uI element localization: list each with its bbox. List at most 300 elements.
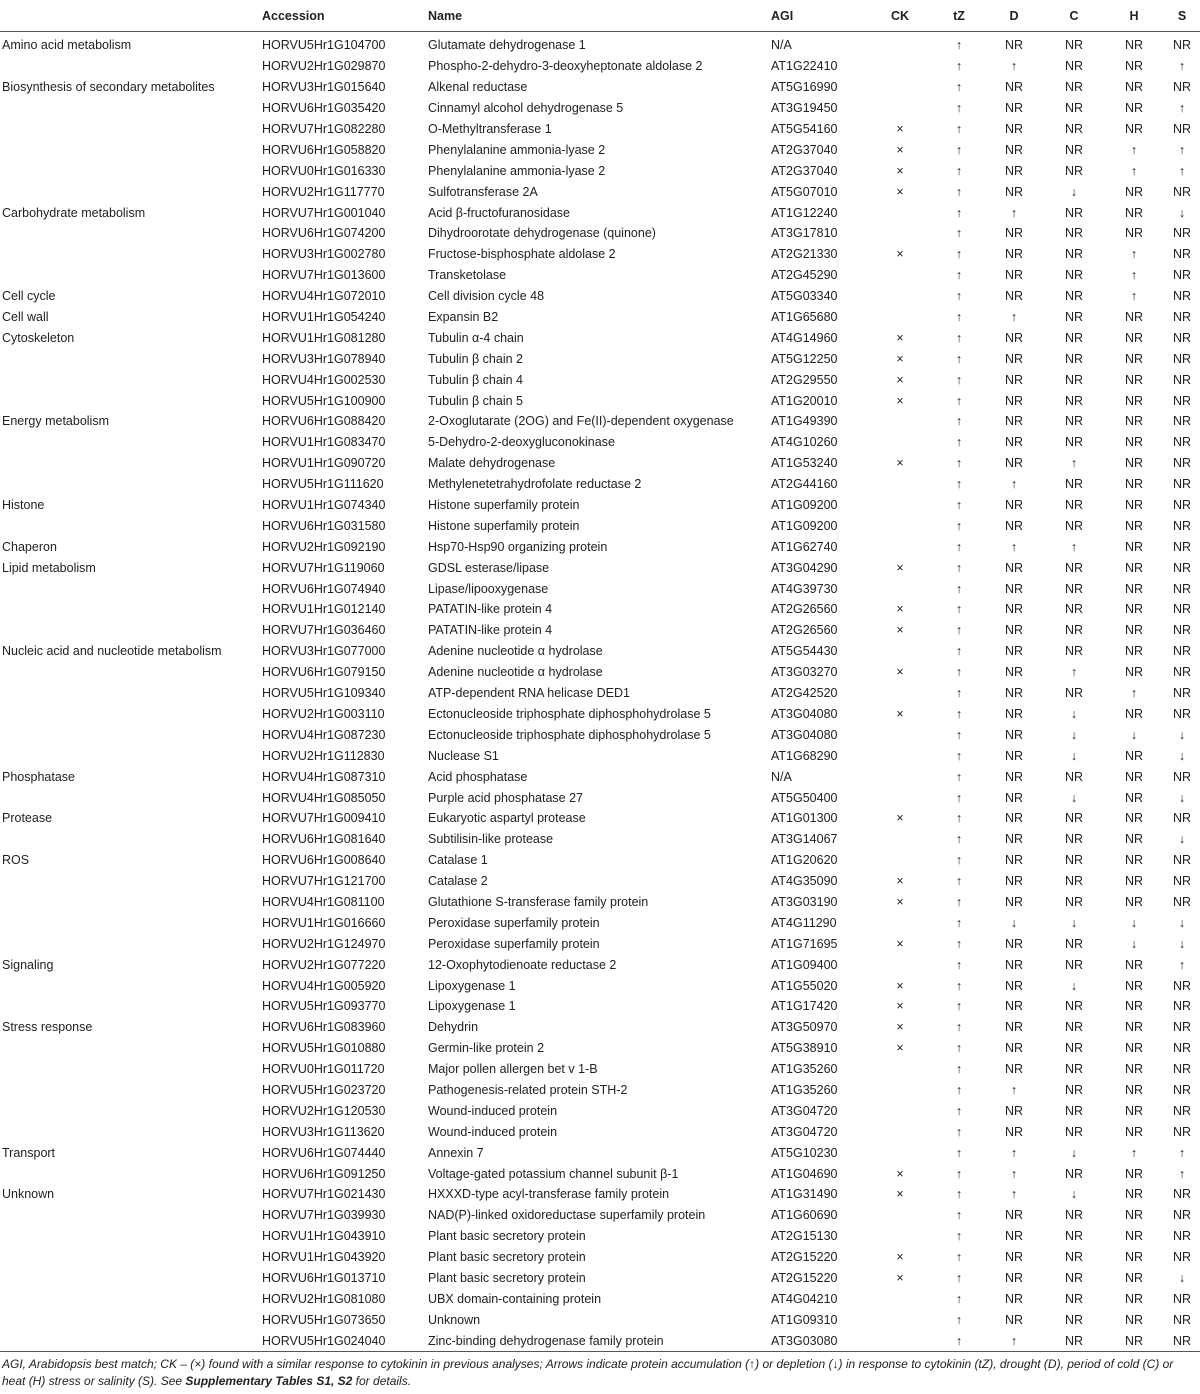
drought-cell: NR (1004, 874, 1024, 889)
heat-cell: NR (1124, 894, 1144, 909)
cold-cell: NR (1064, 874, 1084, 889)
protein-name-cell: Cell division cycle 48 (428, 289, 545, 304)
cold-cell: ↓ (1070, 790, 1078, 805)
protein-name-cell: Histone superfamily protein (428, 518, 580, 533)
agi-cell: AT3G17810 (771, 226, 838, 241)
drought-cell: NR (1004, 330, 1024, 345)
accession-cell: HORVU7Hr1G119060 (262, 560, 385, 575)
tz-cell: ↑ (955, 456, 963, 471)
category-cell (0, 1247, 262, 1268)
salinity-cell: NR (1172, 80, 1192, 95)
table-row (0, 1059, 1200, 1080)
category-cell (0, 56, 262, 77)
ck-cell (866, 1205, 934, 1226)
table-row (0, 933, 1200, 954)
table-row (0, 139, 1200, 160)
table-row (0, 1288, 1200, 1309)
salinity-cell: ↓ (1178, 915, 1186, 930)
ck-cell: × (896, 330, 904, 345)
cold-cell: NR (1064, 477, 1084, 492)
table-row (0, 265, 1200, 286)
ck-cell: × (896, 122, 904, 136)
salinity-cell: NR (1172, 518, 1192, 533)
cold-cell: NR (1044, 1330, 1104, 1351)
cold-cell: ↓ (1070, 727, 1078, 742)
drought-cell: ↑ (1010, 205, 1018, 220)
ck-cell: × (896, 184, 904, 199)
ck-cell: × (896, 706, 904, 721)
cold-cell: NR (1064, 1270, 1084, 1285)
protein-name-cell: Annexin 7 (428, 1145, 484, 1160)
drought-cell: NR (1004, 1062, 1024, 1077)
category-cell: Cell cycle (2, 289, 56, 304)
protein-name-cell: Phospho-2-dehydro-3-deoxyheptonate aldolase 2 (428, 59, 703, 74)
protein-name-cell: Catalase 1 (428, 853, 488, 868)
agi-cell: AT2G37040 (771, 163, 838, 178)
drought-cell: NR (1004, 351, 1024, 366)
ck-cell (866, 32, 934, 56)
drought-cell: NR (1004, 1312, 1024, 1327)
ck-cell: × (896, 1041, 904, 1056)
salinity-cell: ↑ (1178, 163, 1186, 178)
cold-cell: ↓ (1070, 706, 1078, 721)
accession-cell: HORVU3Hr1G002780 (262, 247, 386, 262)
protein-name-cell: Cinnamyl alcohol dehydrogenase 5 (428, 101, 624, 116)
heat-cell: ↑ (1130, 247, 1138, 262)
category-cell: Chaperon (2, 539, 57, 554)
agi-cell: AT1G35260 (771, 1062, 838, 1077)
accession-cell: HORVU7Hr1G082280 (262, 122, 386, 136)
accession-cell: HORVU7Hr1G036460 (262, 623, 386, 638)
category-cell (0, 474, 262, 495)
cold-cell: NR (1064, 372, 1084, 387)
tz-cell: ↑ (955, 936, 963, 951)
heat-cell: NR (1124, 769, 1144, 784)
salinity-cell: NR (1172, 122, 1192, 136)
table-row (0, 181, 1200, 202)
drought-cell: ↓ (1010, 915, 1018, 930)
tz-cell: ↑ (955, 623, 963, 638)
drought-cell: NR (1004, 748, 1024, 763)
drought-cell: NR (1004, 372, 1024, 387)
protein-name-cell: Tubulin α-4 chain (428, 330, 524, 345)
protein-name-cell: Wound-induced protein (428, 1103, 558, 1118)
tz-cell: ↑ (955, 769, 963, 784)
table-row (0, 1330, 1200, 1351)
category-cell (0, 390, 262, 411)
heat-cell: NR (1124, 122, 1144, 136)
ck-cell (866, 1288, 934, 1309)
salinity-cell: NR (1172, 477, 1192, 492)
salinity-cell: NR (1172, 1082, 1192, 1097)
agi-cell: N/A (771, 769, 792, 784)
protein-name-cell: Lipase/lipooxygenase (428, 581, 549, 596)
category-cell: Nucleic acid and nucleotide metabolism (2, 644, 222, 659)
ck-cell: × (896, 560, 904, 575)
header-d: D (984, 0, 1044, 32)
agi-cell: AT1G31490 (771, 1187, 838, 1202)
cold-cell: ↑ (1070, 665, 1078, 680)
salinity-cell: NR (1172, 435, 1192, 450)
salinity-cell: NR (1172, 581, 1192, 596)
ck-cell (866, 1059, 934, 1080)
drought-cell: NR (1004, 1020, 1024, 1035)
protein-name-cell: Plant basic secretory protein (428, 1250, 586, 1265)
agi-cell: AT5G10230 (771, 1145, 838, 1160)
heat-cell: NR (1124, 205, 1144, 220)
tz-cell: ↑ (955, 184, 963, 199)
protein-name-cell: Lipoxygenase 1 (428, 978, 516, 993)
salinity-cell: NR (1172, 1124, 1192, 1139)
ck-cell (866, 286, 934, 307)
protein-name-cell: GDSL esterase/lipase (428, 560, 550, 575)
accession-cell: HORVU6Hr1G074440 (262, 1145, 386, 1160)
ck-cell: × (896, 142, 904, 157)
tz-cell: ↑ (955, 790, 963, 805)
category-cell (0, 1163, 262, 1184)
agi-cell: AT1G60690 (771, 1208, 838, 1223)
drought-cell: NR (1004, 894, 1024, 909)
cold-cell: NR (1064, 268, 1084, 283)
heat-cell: ↓ (1130, 727, 1138, 742)
table-row (0, 119, 1200, 140)
accession-cell: HORVU5Hr1G109340 (262, 686, 386, 701)
accession-cell: HORVU4Hr1G087230 (262, 727, 386, 742)
cold-cell: NR (1064, 310, 1084, 325)
salinity-cell: ↑ (1178, 1145, 1186, 1160)
accession-cell: HORVU5Hr1G100900 (262, 393, 386, 408)
protein-name-cell: Wound-induced protein (428, 1124, 558, 1139)
tz-cell: ↑ (955, 727, 963, 742)
ck-cell (866, 850, 934, 871)
cold-cell: NR (1064, 1103, 1084, 1118)
heat-cell: NR (1124, 38, 1144, 53)
protein-name-cell: Tubulin β chain 2 (428, 351, 523, 366)
protein-name-cell: Glutamate dehydrogenase 1 (428, 38, 586, 53)
category-cell: Lipid metabolism (2, 560, 96, 575)
agi-cell: AT4G11290 (771, 915, 837, 930)
tz-cell: ↑ (955, 832, 963, 847)
ck-cell: × (896, 874, 904, 889)
table-row (0, 327, 1200, 348)
protein-name-cell: Histone superfamily protein (428, 498, 580, 513)
tz-cell: ↑ (955, 142, 963, 157)
salinity-cell: NR (1172, 268, 1192, 283)
agi-cell: AT1G17420 (771, 999, 838, 1014)
ck-cell: × (896, 665, 904, 680)
accession-cell: HORVU1Hr1G043920 (262, 1250, 386, 1265)
table-row (0, 495, 1200, 516)
drought-cell: NR (1004, 80, 1024, 95)
category-cell: Carbohydrate metabolism (2, 205, 146, 220)
salinity-cell: NR (1172, 602, 1192, 617)
table-row (0, 683, 1200, 704)
heat-cell: NR (1124, 498, 1144, 513)
tz-cell: ↑ (955, 226, 963, 241)
salinity-cell: NR (1172, 1041, 1192, 1056)
agi-cell: AT3G50970 (771, 1020, 838, 1035)
ck-cell: × (896, 393, 904, 408)
agi-cell: N/A (771, 38, 792, 53)
drought-cell: NR (1004, 665, 1024, 680)
table-body (0, 32, 1200, 1352)
heat-cell: NR (1124, 1166, 1144, 1181)
accession-cell: HORVU4Hr1G081100 (262, 894, 385, 909)
table-row (0, 202, 1200, 223)
category-cell (0, 181, 262, 202)
protein-name-cell: Hsp70-Hsp90 organizing protein (428, 539, 608, 554)
agi-cell: AT1G09200 (771, 498, 838, 513)
drought-cell: NR (1004, 101, 1024, 116)
table-row (0, 892, 1200, 913)
accession-cell: HORVU6Hr1G079150 (262, 665, 386, 680)
salinity-cell: NR (1172, 874, 1192, 889)
agi-cell: AT3G03190 (771, 894, 838, 909)
ck-cell: × (896, 811, 904, 826)
agi-cell: AT1G09310 (771, 1312, 838, 1327)
tz-cell: ↑ (955, 477, 963, 492)
heat-cell: NR (1124, 1103, 1144, 1118)
drought-cell: NR (1004, 38, 1024, 53)
heat-cell: NR (1124, 330, 1144, 345)
ck-cell (866, 912, 934, 933)
cold-cell: NR (1064, 1082, 1084, 1097)
salinity-cell: NR (1172, 1312, 1192, 1327)
agi-cell: AT1G62740 (771, 539, 838, 554)
agi-cell: AT2G15130 (771, 1229, 838, 1244)
agi-cell: AT2G44160 (771, 477, 838, 492)
drought-cell: NR (1004, 268, 1024, 283)
table-row (0, 1247, 1200, 1268)
agi-cell: AT5G12250 (771, 351, 838, 366)
accession-cell: HORVU5Hr1G024040 (262, 1330, 428, 1351)
protein-name-cell: UBX domain-containing protein (428, 1291, 602, 1306)
ck-cell: × (896, 163, 904, 178)
tz-cell: ↑ (955, 122, 963, 136)
salinity-cell: NR (1172, 456, 1192, 471)
category-cell (0, 745, 262, 766)
salinity-cell: NR (1172, 38, 1192, 53)
accession-cell: HORVU1Hr1G081280 (262, 330, 386, 345)
accession-cell: HORVU4Hr1G002530 (262, 372, 386, 387)
table-row (0, 98, 1200, 119)
heat-cell: ↑ (1130, 1145, 1138, 1160)
accession-cell: HORVU7Hr1G021430 (262, 1187, 386, 1202)
category-cell (0, 683, 262, 704)
agi-cell: AT2G45290 (771, 268, 838, 283)
accession-cell: HORVU2Hr1G120530 (262, 1103, 386, 1118)
header-c: C (1044, 0, 1104, 32)
tz-cell: ↑ (955, 1062, 963, 1077)
salinity-cell: NR (1172, 978, 1192, 993)
drought-cell: ↑ (1010, 477, 1018, 492)
table-row (0, 1017, 1200, 1038)
ck-cell (866, 1080, 934, 1101)
cold-cell: ↓ (1070, 748, 1078, 763)
tz-cell: ↑ (955, 518, 963, 533)
agi-cell: AT1G12240 (771, 205, 838, 220)
drought-cell: NR (1004, 414, 1024, 429)
heat-cell: NR (1124, 706, 1144, 721)
agi-cell: AT3G04720 (771, 1124, 838, 1139)
heat-cell: NR (1124, 665, 1144, 680)
accession-cell: HORVU5Hr1G010880 (262, 1041, 386, 1056)
drought-cell: NR (1004, 936, 1024, 951)
salinity-cell: NR (1172, 999, 1192, 1014)
ck-cell: × (896, 456, 904, 471)
accession-cell: HORVU6Hr1G081640 (262, 832, 386, 847)
table-row (0, 307, 1200, 328)
protein-name-cell: 12-Oxophytodienoate reductase 2 (428, 957, 617, 972)
drought-cell: NR (1004, 518, 1024, 533)
salinity-cell: NR (1172, 623, 1192, 638)
agi-cell: AT1G35260 (771, 1082, 838, 1097)
accession-cell: HORVU2Hr1G124970 (262, 936, 386, 951)
category-cell (0, 348, 262, 369)
ck-cell (866, 474, 934, 495)
protein-name-cell: Adenine nucleotide α hydrolase (428, 665, 603, 680)
salinity-cell: ↓ (1178, 205, 1186, 220)
salinity-cell: NR (1172, 894, 1192, 909)
ck-cell (866, 641, 934, 662)
cold-cell: NR (1064, 1041, 1084, 1056)
category-cell (0, 119, 262, 140)
salinity-cell: NR (1172, 1291, 1192, 1306)
cold-cell: NR (1064, 1208, 1084, 1223)
salinity-cell: NR (1172, 644, 1192, 659)
ck-cell (866, 536, 934, 557)
table-row (0, 954, 1200, 975)
tz-cell: ↑ (955, 1291, 963, 1306)
accession-cell: HORVU6Hr1G035420 (262, 101, 386, 116)
drought-cell: ↑ (1010, 1166, 1018, 1181)
table-row (0, 787, 1200, 808)
protein-name-cell: PATATIN-like protein 4 (428, 623, 553, 638)
category-cell: Protease (2, 811, 53, 826)
agi-cell: AT3G19450 (771, 101, 838, 116)
agi-cell: AT4G39730 (771, 581, 838, 596)
category-cell (0, 1288, 262, 1309)
cold-cell: NR (1064, 101, 1084, 116)
heat-cell: NR (1124, 101, 1144, 116)
ck-cell (866, 724, 934, 745)
salinity-cell: NR (1172, 372, 1192, 387)
accession-cell: HORVU2Hr1G081080 (262, 1291, 386, 1306)
salinity-cell: NR (1172, 498, 1192, 513)
heat-cell: ↑ (1130, 142, 1138, 157)
drought-cell: NR (1004, 644, 1024, 659)
heat-cell: NR (1124, 1312, 1144, 1327)
cold-cell: NR (1064, 498, 1084, 513)
protein-name-cell: Sulfotransferase 2A (428, 184, 538, 199)
drought-cell: NR (1004, 957, 1024, 972)
category-cell (0, 620, 262, 641)
category-cell (0, 975, 262, 996)
protein-name-cell: Alkenal reductase (428, 80, 528, 95)
heat-cell: NR (1124, 602, 1144, 617)
category-cell: ROS (2, 853, 30, 868)
agi-cell: AT4G10260 (771, 435, 838, 450)
heat-cell: NR (1124, 978, 1144, 993)
agi-cell: AT1G49390 (771, 414, 838, 429)
protein-name-cell: Plant basic secretory protein (428, 1270, 586, 1285)
category-cell: Biosynthesis of secondary metabolites (2, 80, 215, 95)
accession-cell: HORVU5Hr1G023720 (262, 1082, 386, 1097)
tz-cell: ↑ (955, 59, 963, 74)
protein-name-cell: Acid β-fructofuranosidase (428, 205, 570, 220)
ck-cell: × (896, 1250, 904, 1265)
accession-cell: HORVU3Hr1G078940 (262, 351, 386, 366)
category-cell (0, 599, 262, 620)
heat-cell: NR (1124, 790, 1144, 805)
table-row (0, 1038, 1200, 1059)
heat-cell: NR (1124, 477, 1144, 492)
heat-cell: NR (1124, 1082, 1144, 1097)
cold-cell: NR (1064, 581, 1084, 596)
cold-cell: NR (1064, 769, 1084, 784)
cold-cell: NR (1064, 602, 1084, 617)
protein-name-cell: Purple acid phosphatase 27 (428, 790, 583, 805)
heat-cell: NR (1124, 393, 1144, 408)
salinity-cell: NR (1172, 1250, 1192, 1265)
header-s: S (1164, 0, 1200, 32)
ck-cell (866, 56, 934, 77)
category-cell (0, 1038, 262, 1059)
cold-cell: NR (1064, 1229, 1084, 1244)
category-cell: Histone (2, 498, 45, 513)
accession-cell: HORVU1Hr1G074340 (262, 498, 386, 513)
agi-cell: AT5G16990 (771, 80, 838, 95)
cold-cell: NR (1064, 393, 1084, 408)
table-row (0, 975, 1200, 996)
heat-cell: NR (1124, 1124, 1144, 1139)
tz-cell: ↑ (955, 80, 963, 95)
protein-name-cell: Pathogenesis-related protein STH-2 (428, 1082, 628, 1097)
ck-cell (866, 1226, 934, 1247)
heat-cell: NR (1124, 999, 1144, 1014)
category-cell (0, 160, 262, 181)
heat-cell: NR (1124, 832, 1144, 847)
ck-cell: × (896, 1020, 904, 1035)
protein-name-cell: Ectonucleoside triphosphate diphosphohydrolase 5 (428, 706, 711, 721)
table-row (0, 411, 1200, 432)
cold-cell: NR (1064, 247, 1084, 262)
salinity-cell: NR (1172, 247, 1192, 262)
table-row (0, 766, 1200, 787)
agi-cell: AT1G20010 (771, 393, 838, 408)
salinity-cell: ↑ (1178, 59, 1186, 74)
drought-cell: NR (1004, 602, 1024, 617)
table-row (0, 223, 1200, 244)
category-cell (0, 1080, 262, 1101)
tz-cell: ↑ (955, 351, 963, 366)
protein-name-cell: NAD(P)-linked oxidoreductase superfamily protein (428, 1208, 706, 1223)
protein-name-cell: Dihydroorotate dehydrogenase (quinone) (428, 226, 656, 241)
table-row (0, 662, 1200, 683)
accession-cell: HORVU3Hr1G015640 (262, 80, 386, 95)
ck-cell: × (896, 894, 904, 909)
heat-cell: NR (1124, 435, 1144, 450)
header-ck: CK (866, 0, 934, 32)
salinity-cell: ↓ (1178, 727, 1186, 742)
tz-cell: ↑ (955, 874, 963, 889)
cold-cell: NR (1064, 936, 1084, 951)
table-row (0, 1100, 1200, 1121)
protein-name-cell: Phenylalanine ammonia-lyase 2 (428, 163, 606, 178)
tz-cell: ↑ (955, 999, 963, 1014)
heat-cell: NR (1124, 811, 1144, 826)
agi-cell: AT4G04210 (771, 1291, 838, 1306)
